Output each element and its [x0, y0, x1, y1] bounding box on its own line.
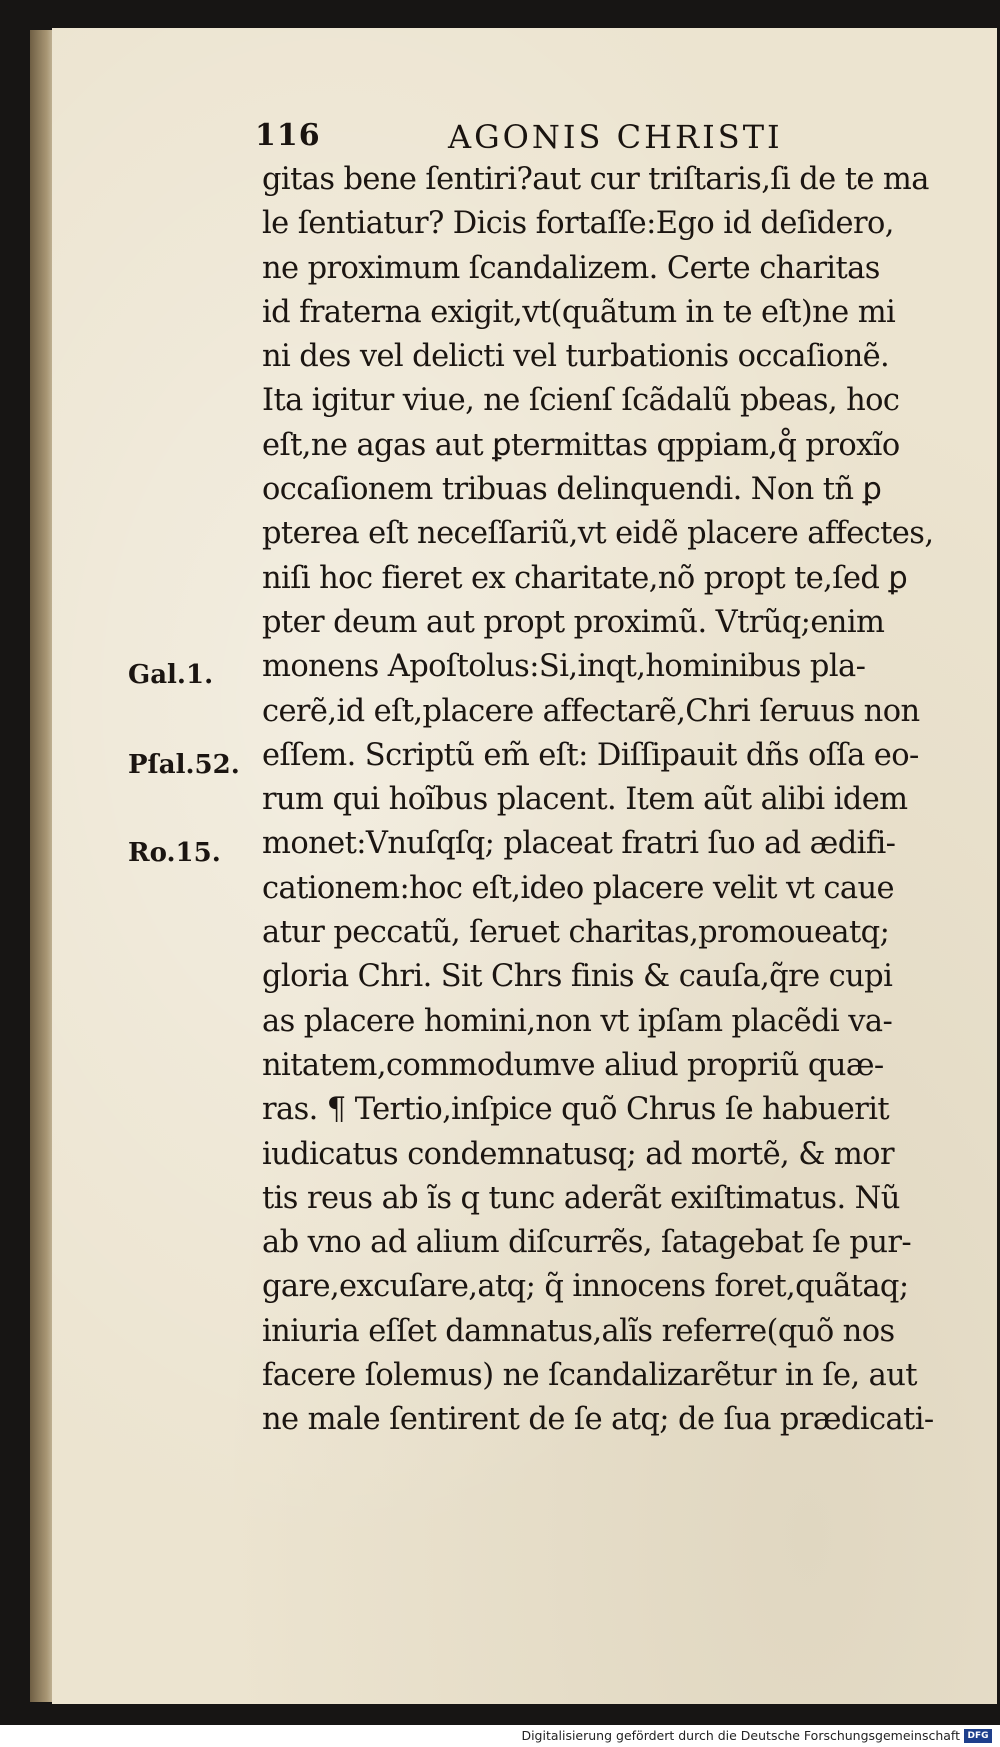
digitization-credit: Digitalisierung gefördert durch die Deutsche Forschungsgemeinschaft — [521, 1728, 960, 1743]
marginal-note: Pſal.52. — [128, 750, 240, 780]
marginal-note: Gal.1. — [128, 660, 214, 690]
text-line: ab vno ad alium diſcurrẽs, ſatagebat ſe pur- — [262, 1225, 912, 1261]
text-line: eſt,ne agas aut ꝑtermittas qppiam,q̊ proxĩo — [262, 427, 900, 463]
text-line: Ita igitur viue, ne ſcienſ ſcãdalũ pbeas, hoc — [262, 383, 900, 419]
text-line: pter deum aut propt proximũ. Vtrũq;enim — [262, 604, 885, 640]
text-line: nitatem,commodumve aliud propriũ quæ- — [262, 1047, 884, 1083]
text-line: id fraterna exigit,vt(quãtum in te eſt)ne mi — [262, 294, 896, 330]
footer-bar — [0, 1725, 1000, 1747]
text-line: ne male ſentirent de ſe atq; de ſua prædicati- — [262, 1402, 934, 1438]
folio-number: 116 — [255, 118, 321, 153]
text-line: monens Apoſtolus:Si,inqt,hominibus pla- — [262, 649, 866, 685]
text-line: le ſentiatur? Dicis fortaſſe:Ego id deſidero, — [262, 206, 894, 242]
text-line: gitas bene ſentiri?aut cur triſtaris,ſi de te ma — [262, 162, 929, 197]
text-line: gare,excuſare,atq; q̃ innocens foret,quãtaq; — [262, 1269, 909, 1305]
text-line: rum qui hoĩbus placent. Item aũt alibi idem — [262, 782, 908, 818]
text-line: eſſem. Scriptũ em̃ eſt: Diſſipauit dñs oſſa eo- — [262, 737, 919, 773]
text-line: monet:Vnuſqſq; placeat fratri ſuo ad ædifi- — [262, 826, 896, 862]
text-line: pterea eſt neceſſariũ,vt eidẽ placere affectes, — [262, 516, 934, 552]
text-line: ne proximum ſcandalizem. Certe charitas — [262, 250, 880, 286]
body-text — [262, 158, 982, 1443]
text-line: cationem:hoc eſt,ideo placere velit vt caue — [262, 870, 894, 906]
text-line: occaſionem tribuas delinquendi. Non tñ ꝑ — [262, 472, 882, 508]
dfg-logo: DFG — [964, 1729, 992, 1743]
text-line: iudicatus condemnatusq; ad mortẽ, & mor — [262, 1136, 894, 1172]
text-line: niſi hoc fieret ex charitate,nõ propt te,ſed ꝑ — [262, 560, 908, 596]
text-line: facere ſolemus) ne ſcandalizarẽtur in ſe, aut — [262, 1358, 917, 1394]
text-line: iniuria eſſet damnatus,alĩs referre(quõ nos — [262, 1313, 895, 1349]
text-line: tis reus ab ĩs q tunc aderãt exiſtimatus. Nũ — [262, 1180, 900, 1216]
text-line: gloria Chri. Sit Chrs finis & cauſa,q̃re cupi — [262, 959, 893, 995]
text-line: as placere homini,non vt ipſam placẽdi va- — [262, 1003, 893, 1039]
text-line: ni des vel delicti vel turbationis occaſionẽ. — [262, 339, 890, 375]
text-line: ras. ¶ Tertio,inſpice quõ Chrus ſe habuerit — [262, 1092, 890, 1128]
marginal-note: Ro.15. — [128, 838, 221, 868]
text-line: cerẽ,id eſt,placere affectarẽ,Chri ſeruus non — [262, 693, 920, 729]
running-head: AGONIS CHRISTI — [448, 118, 783, 156]
text-line: atur peccatũ, ſeruet charitas,promoueatq; — [262, 915, 890, 951]
